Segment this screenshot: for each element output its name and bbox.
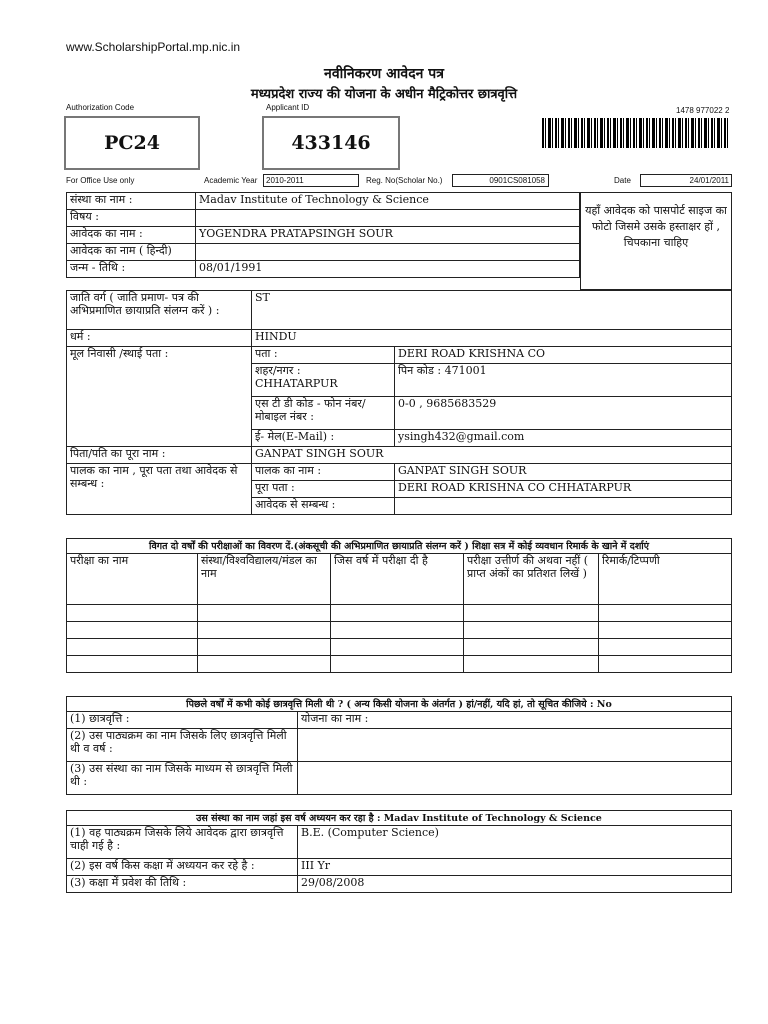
table-row (67, 697, 732, 712)
auth-code-box: PC24 (64, 116, 200, 170)
applicant-name-value: YOGENDRA PRATAPSINGH SOUR (196, 227, 580, 244)
prev-r1b: योजना का नाम : (298, 712, 732, 729)
table-row (67, 605, 732, 622)
dob-value: 08/01/1991 (196, 261, 580, 278)
table-row (67, 826, 732, 859)
table-row (67, 227, 580, 244)
table-row (67, 447, 732, 464)
address-label: मूल निवासी /स्थाई पता : (67, 347, 252, 447)
academic-year-label: Academic Year (204, 176, 258, 185)
applicant-name-label: आवेदक का नाम : (67, 227, 196, 244)
applicant-hindi-value (196, 244, 580, 261)
table-row (67, 330, 732, 347)
table-row (67, 347, 732, 364)
addr-label: पता : (252, 347, 395, 364)
class-value: III Yr (298, 859, 732, 876)
table-row (67, 193, 580, 210)
date-label: Date (614, 176, 631, 185)
barcode (542, 118, 730, 148)
course-label: (1) वह पाठ्यक्रम जिसके लिये आवेदक द्वारा छात्रवृत्ति चाही गई है : (67, 826, 298, 859)
course-value: B.E. (Computer Science) (298, 826, 732, 859)
photo-placeholder: यहाँ आवेदक को पासपोर्ट साइज का फोटो जिसमे उसके हस्ताक्षर हों , चिपकाना चाहिए (580, 192, 732, 290)
table-row (67, 464, 732, 481)
subject-value (196, 210, 580, 227)
reg-no-box: 0901CS081058 (452, 174, 549, 187)
auth-code-label: Authorization Code (66, 103, 135, 112)
date-box: 24/01/2011 (640, 174, 732, 187)
exams-table (66, 538, 732, 673)
prev-r3: (3) उस संस्था का नाम जिसके माध्यम से छात्रवृत्ति मिली थी : (67, 762, 298, 795)
addr-value: DERI ROAD KRISHNA CO (395, 347, 732, 364)
table-row (67, 656, 732, 673)
father-label: पिता/पति का पूरा नाम : (67, 447, 252, 464)
table-row (67, 291, 732, 330)
phone-label: एस टी डी कोड - फोन नंबर/मोबाइल नंबर : (252, 397, 395, 430)
dob-label: जन्म - तिथि : (67, 261, 196, 278)
exam-col-remark: रिमार्क/टिप्पणी (599, 554, 732, 605)
academic-year-box: 2010-2011 (263, 174, 359, 187)
table-row (67, 539, 732, 554)
gaddr-value: DERI ROAD KRISHNA CO CHHATARPUR (395, 481, 732, 498)
email-value: ysingh432@gmail.com (395, 430, 732, 447)
exam-col-name: परीक्षा का नाम (67, 554, 198, 605)
table-row (67, 876, 732, 893)
city-value: CHHATARPUR (255, 377, 338, 390)
applicant-hindi-label: आवेदक का नाम ( हिन्दी) (67, 244, 196, 261)
current-heading: उस संस्था का नाम जहां इस वर्ष अध्ययन कर रहा है : Madav Institute of Technology & Science (67, 811, 732, 826)
grel-label: आवेदक से सम्बन्ध : (252, 498, 395, 515)
institute-label: संस्था का नाम : (67, 193, 196, 210)
reg-no-label: Reg. No(Scholar No.) (366, 176, 443, 185)
exams-heading: विगत दो वर्षों की परीक्षाओं का विवरण दें.(अंकसूची की अभिप्रमाणित छायाप्रति संलग्न करें ) शिक्षा सत्र में कोई व्यवधान रिमार्क के खाने में दर्शाएं (67, 539, 732, 554)
class-label: (2) इस वर्ष किस कक्षा में अध्ययन कर रहे है : (67, 859, 298, 876)
table-row (67, 210, 580, 227)
gaddr-label: पूरा पता : (252, 481, 395, 498)
admission-date-value: 29/08/2008 (298, 876, 732, 893)
email-label: ई- मेल(E-Mail) : (252, 430, 395, 447)
form-subtitle: मध्यप्रदेश राज्य की योजना के अधीन मैट्रिकोत्तर छात्रवृत्ति (250, 87, 518, 102)
exam-col-institute: संस्था/विश्वविद्यालय/मंडल का नाम (198, 554, 331, 605)
phone-value: 0-0 , 9685683529 (395, 397, 732, 430)
pin-label: पिन कोड : 471001 (395, 364, 732, 397)
city-label: शहर/नगर : (255, 364, 301, 377)
barcode-number: 1478 977022 2 (676, 106, 730, 115)
exam-col-result: परीक्षा उत्तीर्ण की अथवा नहीं ( प्राप्त अंकों का प्रतिशत लिखें ) (464, 554, 599, 605)
caste-value: ST (252, 291, 732, 330)
religion-value: HINDU (252, 330, 732, 347)
prev-scholarship-table (66, 696, 732, 795)
basic-info-table (66, 192, 580, 278)
admission-date-label: (3) कक्षा में प्रवेश की तिथि : (67, 876, 298, 893)
table-row (67, 811, 732, 826)
table-row (67, 859, 732, 876)
form-title: नवीनिकरण आवेदन पत्र (324, 66, 444, 82)
applicant-id-label: Applicant ID (266, 103, 310, 112)
institute-value: Madav Institute of Technology & Science (196, 193, 580, 210)
table-row (67, 244, 580, 261)
caste-label: जाति वर्ग ( जाति प्रमाण- पत्र की अभिप्रमाणित छायाप्रति संलग्न करें ) : (67, 291, 252, 330)
office-use-label: For Office Use only (66, 176, 135, 185)
prev-r1: (1) छात्रवृत्ति : (67, 712, 298, 729)
father-value: GANPAT SINGH SOUR (252, 447, 732, 464)
subject-label: विषय : (67, 210, 196, 227)
table-row (67, 712, 732, 729)
site-url: www.ScholarshipPortal.mp.nic.in (66, 40, 241, 54)
table-row (67, 639, 732, 656)
table-row (67, 762, 732, 795)
gname-value: GANPAT SINGH SOUR (395, 464, 732, 481)
exam-col-year: जिस वर्ष में परीक्षा दी है (331, 554, 464, 605)
table-row (67, 261, 580, 278)
table-row (67, 554, 732, 605)
prev-heading: पिछले वर्षों में कभी कोई छात्रवृत्ति मिली थी ? ( अन्य किसी योजना के अंतर्गत ) हां/नहीं, यदि हां, तो सूचित कीजिये : No (67, 697, 732, 712)
table-row (67, 622, 732, 639)
applicant-id-box: 433146 (262, 116, 400, 170)
prev-r2: (2) उस पाठ्यक्रम का नाम जिसके लिए छात्रवृत्ति मिली थी व वर्ष : (67, 729, 298, 762)
current-study-table (66, 810, 732, 893)
religion-label: धर्म : (67, 330, 252, 347)
guardian-label: पालक का नाम , पूरा पता तथा आवेदक से सम्बन्ध : (67, 464, 252, 515)
grel-value (395, 498, 732, 515)
table-row (67, 729, 732, 762)
details-table (66, 290, 732, 515)
gname-label: पालक का नाम : (252, 464, 395, 481)
